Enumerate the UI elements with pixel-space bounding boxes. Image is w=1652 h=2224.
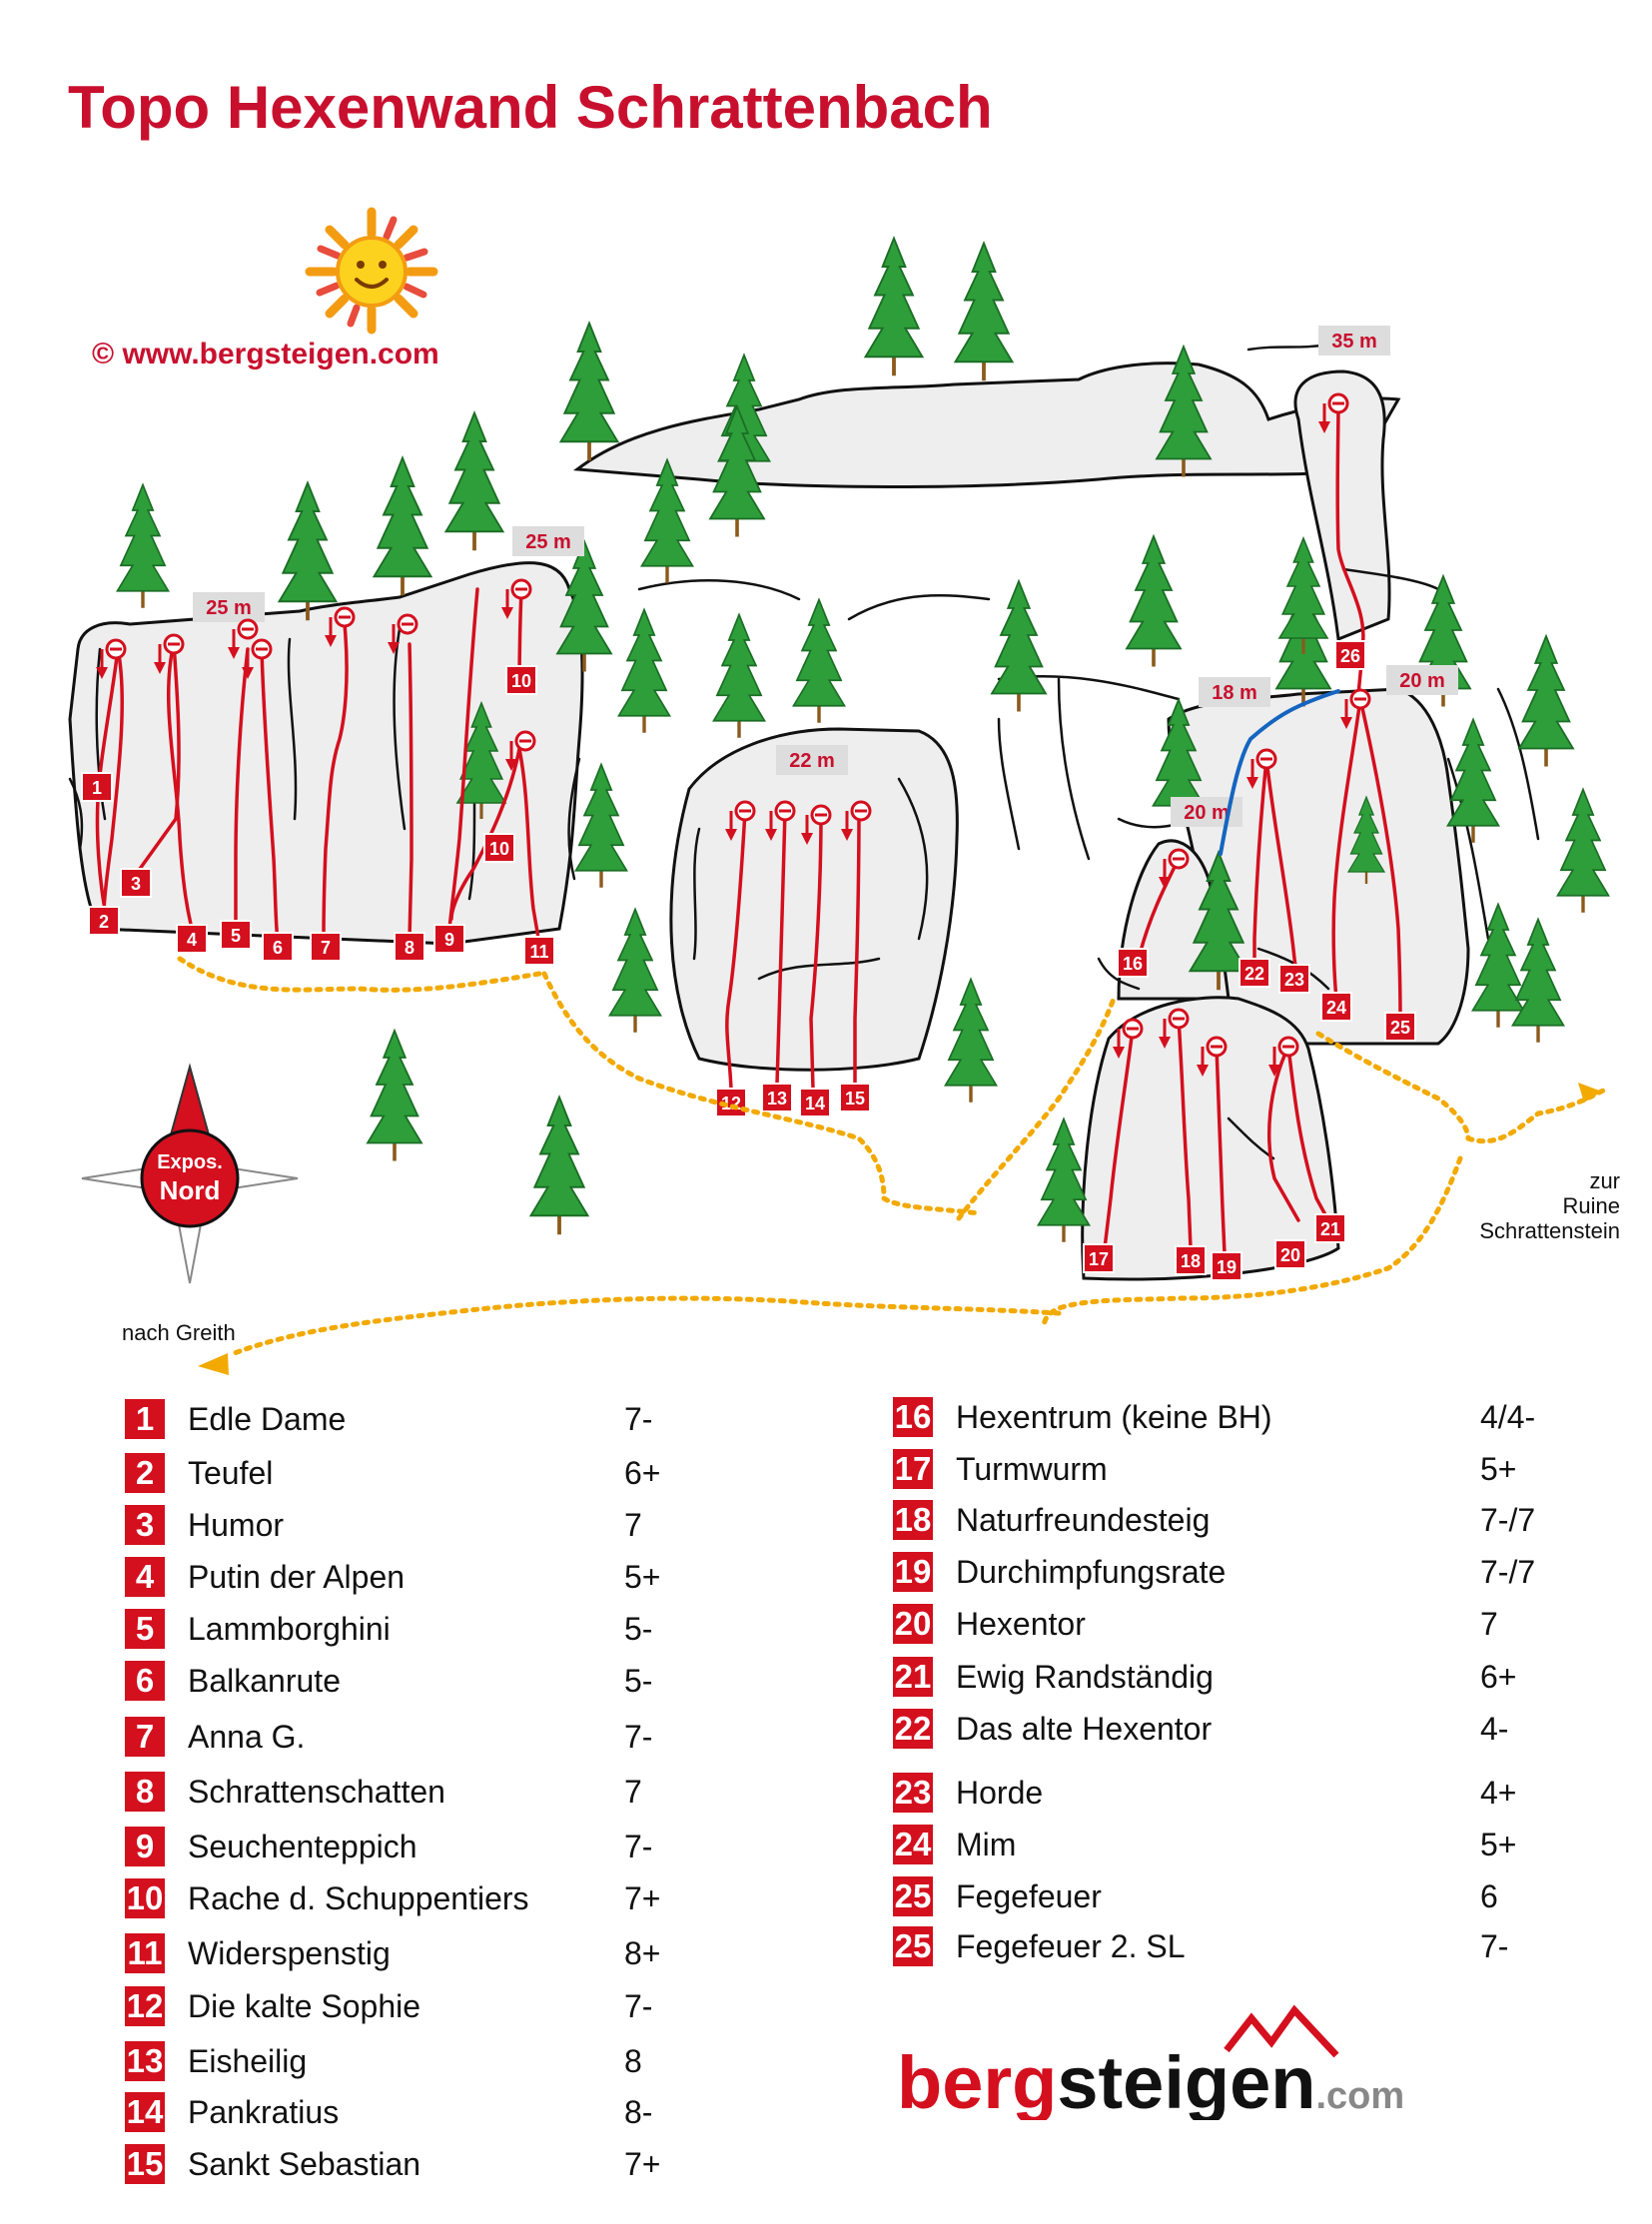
legend-route-row [125,2042,734,2080]
route-marker [1321,993,1351,1021]
route-marker-number: 19 [1216,1257,1238,1277]
route-marker [762,1084,792,1112]
legend-route-name: Teufel [188,1454,274,1491]
legend-route-number: 6 [125,1661,165,1701]
route-marker-number: 10 [488,839,510,859]
compass-label-1: Expos. [157,1151,223,1173]
route-marker [1275,1240,1305,1268]
height-label: 20 m [1184,802,1230,824]
logo-part3: .com [1315,2075,1405,2117]
route-marker [89,907,119,935]
legend-route-grade: 7- [624,1718,653,1755]
legend-route-number: 20 [894,1605,932,1642]
trail-path [180,959,539,990]
route-marker [506,666,536,694]
route-marker-number: 22 [1243,964,1265,984]
route-marker-number: 18 [1180,1251,1202,1271]
route-marker [800,1089,830,1116]
height-label: 35 m [1331,331,1377,353]
legend-route-grade: 6+ [1480,1658,1517,1695]
route-marker [434,925,464,953]
route-marker-number: 14 [804,1094,826,1113]
legend-route-row [125,1879,734,1917]
route-marker [524,937,554,965]
legend-route-name: Rache d. Schuppentiers [188,1879,529,1916]
legend-route-number: 15 [126,2145,164,2182]
route-marker [840,1084,870,1112]
legend-route-row [125,1987,734,2025]
legend-route-number: 19 [894,1553,932,1590]
legend-route-grade: 7- [624,1828,653,1864]
route-marker-number: 5 [230,926,242,946]
copyright-text: © www.bergsteigen.com [92,338,439,371]
legend-route-grade: 8- [624,2093,653,2130]
route-marker-number: 23 [1283,970,1305,990]
legend-route-row [125,1400,734,1438]
tree-icon [956,244,1013,381]
route-marker [484,834,514,862]
legend-route-row [893,1658,1590,1696]
legend-route-number: 23 [894,1774,932,1811]
legend-route-row [125,1454,734,1492]
legend-route-grade: 5- [624,1610,653,1647]
legend-route-number: 10 [126,1879,164,1916]
legend-route-number: 5 [125,1609,165,1649]
legend-route-row [893,1826,1590,1863]
route-marker [395,933,424,961]
tree-icon [610,910,661,1033]
legend-route-grade: 5+ [624,1558,661,1595]
legend-route-grade: 7- [624,1987,653,2024]
legend-route-number: 7 [125,1717,165,1757]
route-marker [177,925,207,953]
legend-route-number: 11 [125,1933,165,1973]
legend-route-grade: 7+ [624,1879,661,1916]
legend-route-row [125,1610,734,1648]
legend-route-name: Horde [956,1774,1044,1811]
route-marker-number: 1 [91,778,103,798]
legend-route-row [893,1605,1590,1643]
direction-ruin-line3: Schrattenstein [1479,1218,1620,1243]
legend-route-name: Ewig Randständig [956,1658,1214,1695]
legend-route-grade: 6 [1480,1877,1498,1914]
legend-route-number: 24 [894,1826,932,1862]
direction-greith: nach Greith [122,1320,236,1345]
route-marker-number: 17 [1088,1249,1110,1269]
tree-icon [576,765,627,888]
legend-route-row [893,1710,1590,1748]
route-marker [1385,1013,1415,1041]
legend-route-grade: 8+ [624,1934,661,1971]
direction-ruin-line2: Ruine [1562,1193,1620,1218]
legend-route-grade: 7 [624,1773,642,1810]
legend-route-name: Turmwurm [956,1450,1108,1487]
logo-graphic [897,2000,1416,2120]
tree-icon [1519,636,1573,767]
legend-route-number: 21 [894,1658,932,1695]
legend-route-row [893,1398,1590,1436]
legend-route-number: 3 [125,1505,165,1545]
legend-route-number: 14 [126,2093,164,2130]
height-label: 22 m [789,750,835,772]
route-marker-number: 6 [272,938,284,958]
legend-route-row [893,1877,1590,1915]
logo-part1: berg [897,2041,1058,2120]
trail-arrow-left [198,1353,229,1375]
route-marker [1335,641,1365,669]
legend-route-number: 8 [125,1772,165,1812]
legend-route-row [125,1828,734,1865]
route-marker-number: 26 [1339,646,1361,666]
legend-route-grade: 7- [624,1400,653,1437]
legend-route-name: Schrattenschatten [188,1773,445,1810]
route-marker-number: 13 [766,1089,788,1109]
legend-route-row [125,1506,734,1544]
legend-route-name: Durchimpfungsrate [956,1553,1227,1590]
legend-route-grade: 7+ [624,2145,661,2182]
tree-icon [1558,790,1609,913]
tree-icon [280,483,337,621]
height-label: 18 m [1212,682,1257,704]
legend-route-name: Fegefeuer [956,1877,1102,1914]
legend-route-number: 9 [125,1827,165,1866]
legend-route-row [893,1774,1590,1812]
legend-route-row [893,1927,1590,1965]
legend-route-grade: 7- [1480,1927,1509,1964]
legend-route-name: Putin der Alpen [188,1558,406,1595]
legend-route-grade: 5- [624,1662,653,1699]
tree-icon [794,600,845,723]
logo-text [897,2041,1404,2120]
legend-route-name: Pankratius [188,2093,340,2130]
route-marker-number: 16 [1122,954,1144,974]
route-marker-number: 12 [720,1094,742,1113]
legend-route-number: 1 [125,1399,165,1439]
route-marker-number: 25 [1389,1018,1411,1038]
legend-route-number: 18 [894,1501,932,1538]
legend-route-name: Naturfreundesteig [956,1501,1211,1538]
route-marker [1176,1246,1206,1274]
legend-route-name: Hexentor [956,1605,1086,1642]
legend-route-grade: 4+ [1480,1774,1517,1811]
tree-icon [118,485,169,608]
legend-route-grade: 7-/7 [1480,1501,1536,1538]
tree-icon [946,980,997,1103]
bergsteigen-logo [897,2000,1416,2120]
compass-label-2: Nord [159,1175,221,1205]
route-marker-number: 24 [1325,998,1347,1018]
legend-route-row [125,1558,734,1596]
route-marker [311,933,341,961]
legend-route-row [893,1450,1590,1488]
legend-route-grade: 5+ [1480,1826,1517,1862]
legend-route-number: 25 [894,1877,932,1914]
legend-route-name: Anna G. [188,1718,306,1755]
compass [82,1067,298,1283]
tree-icon [714,615,765,738]
route-marker-number: 4 [186,930,198,950]
route-marker [82,773,112,801]
tree-icon [446,413,503,551]
route-marker [1279,965,1309,993]
route-marker [263,933,293,961]
route-marker [1315,1214,1345,1242]
legend-route-name: Hexentrum (keine BH) [956,1398,1272,1435]
tree-icon [1513,920,1564,1043]
tree-icon [561,324,618,461]
route-marker [221,921,251,949]
legend-route-row [125,1773,734,1811]
tree-icon [375,458,431,596]
tree-icon [992,581,1046,712]
legend-route-name: Die kalte Sophie [188,1987,421,2024]
legend-route-number: 4 [125,1557,165,1597]
legend-route-row [125,1934,734,1972]
route-marker-number: 10 [510,671,532,691]
page-title: Topo Hexenwand Schrattenbach [68,74,993,141]
legend-route-number: 12 [126,1987,164,2024]
legend-route-row [125,1718,734,1756]
legend-route-grade: 7 [624,1506,642,1543]
legend-route-grade: 7-/7 [1480,1553,1536,1590]
legend-route-name: Edle Dame [188,1400,347,1437]
logo-part2: steigen [1057,2041,1316,2120]
route-marker-number: 8 [404,938,415,958]
route-marker [121,869,151,897]
tree-icon [1473,905,1524,1028]
legend-route-row [893,1553,1590,1591]
legend-route-name: Humor [188,1506,285,1543]
legend-route-number: 2 [125,1453,165,1493]
legend-route-name: Das alte Hexentor [956,1710,1213,1747]
legend-route-number: 22 [894,1710,932,1747]
tree-icon [1039,1119,1090,1242]
legend-route-grade: 6+ [624,1454,661,1491]
tree-icon [866,239,923,376]
legend-route-number: 13 [126,2042,164,2079]
legend-route-grade: 8 [624,2042,642,2079]
legend-route-name: Mim [956,1826,1017,1862]
compass-north-arrow [170,1067,210,1138]
trail-path [1318,1034,1468,1138]
legend-route-number: 17 [894,1450,932,1487]
rock-formations [70,364,1468,1279]
legend-route-name: Fegefeuer 2. SL [956,1927,1186,1964]
legend-route-name: Eisheilig [188,2042,308,2079]
legend-route-number: 25 [894,1927,932,1964]
tree-icon [619,610,670,733]
direction-ruin-line1: zur [1589,1168,1620,1193]
route-marker-number: 7 [320,938,332,958]
tree-icon [1279,538,1327,654]
legend-route-grade: 7 [1480,1605,1498,1642]
legend-route-grade: 4/4- [1480,1398,1536,1435]
route-marker [1212,1252,1241,1280]
legend-route-name: Seuchenteppich [188,1828,417,1864]
legend-route-name: Balkanrute [188,1662,341,1699]
route-marker [1118,949,1148,977]
route-marker-number: 2 [98,912,110,932]
legend-route-row [125,2145,734,2183]
route-marker-number: 11 [529,942,549,962]
legend-route-name: Lammborghini [188,1610,391,1647]
route-marker-number: 21 [1319,1219,1341,1239]
route-marker-number: 3 [130,874,142,894]
legend-route-grade: 4- [1480,1710,1509,1747]
route-marker-number: 9 [443,930,455,950]
legend-route-row [125,2093,734,2131]
legend-route-name: Widerspenstig [188,1934,391,1971]
legend-route-grade: 5+ [1480,1450,1517,1487]
height-label: 25 m [206,597,252,619]
height-label: 20 m [1399,670,1445,692]
legend-route-name: Sankt Sebastian [188,2145,421,2182]
height-label: 25 m [525,531,571,553]
route-marker-number: 20 [1279,1245,1301,1265]
route-line [410,644,412,939]
tree-icon [1127,536,1181,667]
tree-icon [368,1031,421,1161]
tree-icon [531,1098,588,1235]
route-marker [1084,1244,1114,1272]
sun-icon [310,212,433,330]
route-marker-number: 15 [844,1089,866,1109]
legend-route-number: 16 [894,1398,932,1435]
legend-route-row [893,1501,1590,1539]
route-marker [1239,959,1269,987]
legend-route-row [125,1662,734,1700]
trail-path [232,1298,1059,1354]
